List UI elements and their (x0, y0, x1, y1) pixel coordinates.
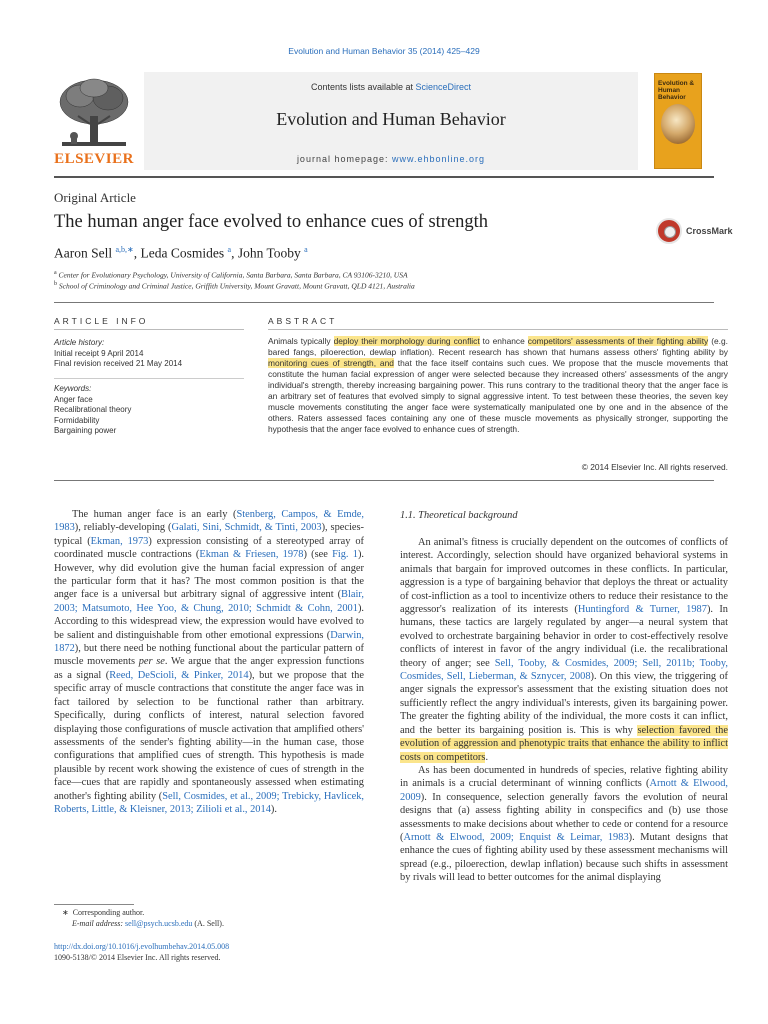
header-rule (54, 176, 714, 178)
homepage-prefix: journal homepage: (296, 154, 392, 164)
cover-photo (661, 104, 695, 144)
email-suffix: (A. Sell). (194, 919, 224, 928)
crossmark-label: CrossMark (686, 226, 733, 236)
body-column-right (400, 536, 728, 885)
abstract-rule (268, 329, 728, 330)
footnote-rule (54, 904, 134, 905)
article-title: The human anger face evolved to enhance cues of strength (54, 212, 489, 232)
abstract-heading: ABSTRACT (268, 316, 338, 326)
article-info-heading: ARTICLE INFO (54, 316, 149, 326)
footnote-marker: ∗ (62, 908, 69, 917)
issn-line: 1090-5138/© 2014 Elsevier Inc. All rights reserved. (54, 953, 221, 962)
crossmark-icon (656, 218, 682, 244)
highlight[interactable]: monitoring cues of strength, and (268, 358, 394, 368)
abstract-copyright: © 2014 Elsevier Inc. All rights reserved. (581, 462, 728, 472)
email-label: E-mail address: (72, 919, 124, 928)
citation-link[interactable]: Arnott & Elwood, 2009; Enquist & Leimar, 1983 (403, 831, 629, 843)
author-affiliation-marker[interactable]: a,b,∗ (115, 245, 134, 254)
doi-url[interactable]: http://dx.doi.org/10.1016/j.evolhumbehav.2014.05.008 (54, 942, 230, 951)
citation-link[interactable]: Arnott & Elwood, 2009 (400, 778, 728, 803)
journal-title: Evolution and Human Behavior (276, 109, 506, 129)
abstract-text (268, 336, 728, 435)
citation-link[interactable]: Darwin, 1872 (54, 629, 364, 655)
history-item: Final revision received 21 May 2014 (54, 359, 183, 368)
keyword: Recalibrational theory (54, 405, 132, 414)
abstract-segment: that the face itself contains such cues. We propose that the muscle movements that constitute the human facial expression of anger were selected because they increased others' assessments of the angry individual's strength, thereby increasing bargaining power. This runs contrary to the traditional theory that the anger face is an arbitrary set of features that evolved simply to signal aggressive intent. To test between these theories, the seven key muscle movements constituting the anger face were systematically manipulated one by one and in the absence of the others. Raters assessed faces containing any one of these muscle movements as physically stronger, supporting the hypothesis that the anger face evolved to enhance cues of strength. (268, 358, 728, 434)
author-name[interactable]: Leda Cosmides (140, 245, 225, 261)
highlight[interactable]: competitors' assessments of their fighting ability (527, 336, 709, 346)
article-history (54, 338, 244, 370)
citation-link[interactable]: Ekman & Friesen, 1978 (199, 549, 304, 561)
affiliation-marker: b (54, 281, 57, 287)
keyword: Anger face (54, 394, 93, 404)
info-rule-top (54, 302, 714, 303)
citation-link[interactable]: Blair, 2003; Matsumoto, Hee Yoo, & Chung, 2010; Schmidt & Cohn, 2001 (54, 589, 364, 614)
citation-link[interactable]: Huntingford & Turner, 1987 (577, 604, 707, 616)
highlight[interactable]: selection favored the evolution of aggression and phenotypic traits that enhance the ability to inflict costs on competitors (400, 724, 728, 763)
section-subheading: 1.1. Theoretical background (400, 510, 518, 521)
abstract-segment: to enhance (479, 336, 528, 346)
body-column-left (54, 508, 364, 816)
author-list: Aaron Sell $^{a,b,∗}$, Leda Cosmides $^a$, John Tooby $^a$ (54, 245, 308, 261)
abstract-bottom-rule (54, 480, 714, 481)
affiliation-text: Center for Evolutionary Psychology, University of California, Santa Barbara, Santa Barbara, CA 93106-3210, USA (58, 270, 408, 280)
email-link[interactable]: sell@psych.ucsb.edu (125, 919, 193, 928)
article-info-rule (54, 329, 244, 330)
abstract-segment: Animals typically (268, 336, 334, 346)
citation-link[interactable]: Reed, DeScioli, & Pinker, 2014 (109, 669, 249, 681)
email-note (72, 919, 224, 929)
citation-link[interactable]: Ekman, 1973 (90, 535, 149, 547)
affiliation (54, 270, 408, 280)
footnote-text: Corresponding author. (72, 908, 145, 917)
highlight[interactable]: deploy their morphology during conflict (333, 336, 480, 346)
body-paragraph: As has been documented in hundreds of species, relative fighting ability in animals is a crucial determinant of winning conflicts (Arnott & Elwood, 2009). In consequence, selection generally favors the evolution of neural designs that (a) assess fighting ability in conspecifics and (b) use those assessments to make decisions about whether to cede or contend for a resource (Arnott & Elwood, 2009; Enquist & Leimar, 1983). Mutant designs that enhance the cues of fighting ability used by these assessment mechanisms will spread (e.g., piloerection, dewlap inflation) because such shifts in assessment by rivals will lead to better outcomes for the animal displaying (400, 764, 728, 884)
affiliation-marker: a (54, 270, 57, 276)
keywords-label: Keywords: (54, 384, 92, 393)
sciencedirect-link[interactable]: ScienceDirect (415, 82, 472, 92)
homepage-link[interactable]: www.ehbonline.org (392, 154, 486, 164)
body-paragraph: An animal's fitness is crucially dependent on the outcomes of conflicts of interest. Accordingly, selection should have organized behavioral systems in animals that bargain for improved outcomes in these conflicts. In particular, aggression is a type of bargaining behavior that deploys the threat or actuality of cost-infliction as a tool to incentivize others to reduce their resistance to the aggressor's realization of its interests (Huntingford & Turner, 1987). In humans, these tactics are largely regulated by anger—a neural system that evolved to orchestrate bargaining behavior in order to cost-effectively resolve conflicts of interest in favor of the angry individual (i.e. the recalibrational theory of anger; see Sell, Tooby, & Cosmides, 2009; Sell, 2011b; Tooby, Cosmides, Sell, Lieberman, & Sznycer, 2008). On this view, the triggering of anger signals the expressor's assessment that the existing situation does not sufficiently reflect the angry individual's interests, given its bargaining power. The greater the fighting ability of the individual, the more costs it can inflict, and the better its bargaining position is. This is why selection favored the evolution of aggression and phenotypic traits that enhance the ability to inflict costs on competitors. (400, 537, 728, 763)
homepage-line (144, 154, 638, 164)
history-item: Initial receipt 9 April 2014 (54, 348, 144, 358)
citation-link[interactable]: Sell, Cosmides, et al., 2009; Trebicky, Havlicek, Roberts, Little, & Kleisner, 2013; Zilioli et al., 2014 (54, 790, 364, 815)
abstract-segment: (e.g. bared fangs, piloerection, dewlap inflation). Recent research has shown that humans assess others' fighting ability by (268, 336, 728, 357)
affiliation-text: School of Criminology and Criminal Justice, Griffith University, Mount Gravatt, Mount Gravatt, QLD 4121, Australia (58, 281, 415, 291)
citation-link[interactable]: Stenberg, Campos, & Emde, 1983 (54, 509, 364, 534)
cover-title: Evolution & Human Behavior (658, 80, 695, 101)
corresponding-author-note (62, 908, 144, 918)
contents-prefix: Contents lists available at (310, 82, 416, 92)
elsevier-logo (54, 76, 134, 168)
author-affiliation-marker[interactable]: a (227, 245, 232, 254)
citation-link[interactable]: Sell, Tooby, & Cosmides, 2009; Sell, 2011b; Tooby, Cosmides, Sell, Lieberman, & Sznycer, 2008 (400, 657, 728, 683)
elsevier-tree-icon (54, 76, 134, 150)
history-label: Article history: (54, 338, 105, 347)
article-type: Original Article (54, 190, 136, 205)
author-name[interactable]: John Tooby (237, 245, 301, 261)
doi-link[interactable] (54, 942, 229, 952)
history-rule (54, 378, 244, 379)
affiliation (54, 281, 415, 291)
body-paragraph: The human anger face is an early (Stenberg, Campos, & Emde, 1983), reliably-developing (Galati, Sini, Schmidt, & Tinti, 2003), species-typical (Ekman, 1973) expression consisting of a stereotyped array of coordinated muscle contractions (Ekman & Friesen, 1978) (see Fig. 1). However, why did evolution give the human facial expression of anger the particular form that it has? The most common position is that the anger face is a universal but arbitrary signal of aggressive intent (Blair, 2003; Matsumoto, Hee Yoo, & Chung, 2010; Schmidt & Cohn, 2001). According to this widespread view, the expression would have evolved to be salient and distinguishable from other emotional expressions (Darwin, 1872), but there need be nothing functional about the particular pattern of muscle movements per se. We argue that the anger expression functions as a signal (Reed, DeScioli, & Pinker, 2014), but we propose that the specific array of muscle contractions that constitute the anger face was in fact tailored by selection to be functional rather than arbitrary. Specifically, during conflicts of interest, natural selection favored displaying those configurations of muscle activation that amplified others' assessments of the sender's fighting ability—in the human case, those configurations that amplified cues of strength. This hypothesis is made plausible by recent work showing the existence of cues of strength in the face—cues that are rapidly and spontaneously assessed when estimating another's fighting ability (Sell, Cosmides, et al., 2009; Trebicky, Havlicek, Roberts, Little, & Kleisner, 2013; Zilioli et al., 2014). (54, 509, 365, 815)
journal-reference[interactable]: Evolution and Human Behavior 35 (2014) 425–429 (288, 46, 480, 56)
contents-line (144, 82, 638, 92)
keywords-block (54, 384, 244, 437)
citation-link[interactable]: Galati, Sini, Schmidt, & Tinti, 2003 (171, 522, 322, 534)
elsevier-wordmark: ELSEVIER (54, 151, 134, 167)
keyword: Formidability (54, 415, 100, 425)
author-name[interactable]: Aaron Sell (54, 245, 113, 261)
crossmark-button[interactable] (656, 218, 736, 246)
keyword: Bargaining power (54, 426, 117, 435)
author-affiliation-marker[interactable]: a (304, 245, 308, 254)
journal-cover-image[interactable] (654, 73, 702, 169)
figure-link[interactable]: Fig. 1 (332, 549, 358, 561)
